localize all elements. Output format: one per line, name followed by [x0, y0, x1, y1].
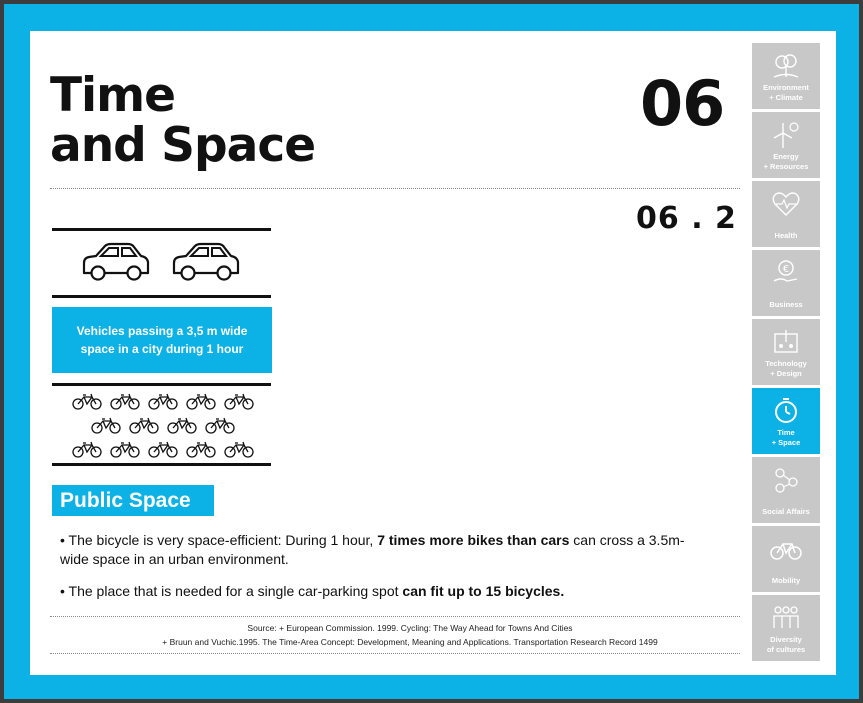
bicycle-icon: [148, 392, 178, 410]
road-line-middle: [52, 295, 271, 298]
sidebar-label-line-1: Business: [769, 300, 803, 309]
bike-row: [60, 437, 265, 461]
bullet-2-bold: can fit up to 15 bicycles.: [402, 583, 565, 599]
road-line-lower: [52, 383, 271, 386]
sidebar-item-energy[interactable]: [752, 112, 820, 178]
bicycle-icon: [224, 440, 254, 458]
sidebar-item-time-space[interactable]: [752, 388, 820, 454]
wind-turbine-icon: [771, 120, 801, 150]
divider-source-bottom: [50, 653, 740, 654]
source-line-1: Source: + European Commission. 1999. Cycling: The Way Ahead for Towns And Cities: [247, 623, 573, 633]
sidebar-item-business[interactable]: [752, 250, 820, 316]
sidebar-label-line-1: Social Affairs: [762, 507, 810, 516]
divider-top: [50, 188, 740, 189]
stopwatch-icon: [771, 396, 801, 426]
bicycle-icon: [770, 534, 802, 564]
title-line-1: Time: [50, 68, 176, 123]
bicycle-icon: [205, 416, 235, 434]
bicycle-icon: [72, 440, 102, 458]
sidebar-label-line-1: Energy: [773, 152, 799, 161]
bullet-1-suffix: can cross a 3.5m-wide space in an urban environment.: [60, 532, 685, 567]
sidebar-item-diversity[interactable]: [752, 595, 820, 661]
road-line-bottom: [52, 463, 271, 466]
sidebar-item-mobility[interactable]: [752, 526, 820, 592]
title-line-2: and Space: [50, 118, 316, 173]
bicycle-icon: [148, 440, 178, 458]
sidebar-label-line-1: Time: [777, 428, 795, 437]
road-line-top: [52, 228, 271, 231]
source-line-2: + Bruun and Vuchic.1995. The Time-Area Concept: Development, Meaning and Applications. Transportation Research Record 1499: [162, 637, 658, 647]
bicycle-icon: [167, 416, 197, 434]
bullet-2-text: • The place that is needed for a single car-parking spot: [60, 583, 403, 599]
car-icon: [170, 239, 242, 283]
people-network-icon: [771, 465, 801, 495]
euro-hand-icon: [771, 258, 801, 288]
vehicles-caption-line-1: Vehicles passing a 3,5 m wide: [76, 324, 248, 338]
divider-source-top: [50, 616, 740, 617]
sidebar-label-line-2: + Climate: [769, 93, 803, 102]
sidebar-label-line-2: of cultures: [766, 645, 806, 654]
sidebar-label-line-2: + Design: [770, 369, 802, 378]
sidebar-label-line-1: Environment: [763, 83, 809, 92]
bicycle-icon: [186, 440, 216, 458]
bike-row: [60, 389, 265, 413]
bicycle-icon: [129, 416, 159, 434]
topic-sidebar: [752, 43, 820, 664]
sidebar-label-line-1: Diversity: [770, 635, 802, 644]
page-title: [50, 68, 316, 173]
sidebar-item-technology[interactable]: [752, 319, 820, 385]
sidebar-item-environment[interactable]: [752, 43, 820, 109]
sidebar-label-line-1: Technology: [765, 359, 807, 368]
svg-text:€: €: [782, 264, 790, 275]
car-icon: [80, 239, 152, 283]
content-page: [30, 31, 836, 675]
tree-icon: [771, 51, 801, 81]
bicycle-icon: [110, 392, 140, 410]
bullet-2: [60, 582, 700, 601]
sidebar-label-line-2: + Space: [771, 438, 801, 447]
bicycle-icon: [72, 392, 102, 410]
design-tools-icon: [771, 327, 801, 357]
subchapter-number: 06 . 2: [636, 201, 737, 236]
sidebar-label-line-1: Mobility: [771, 576, 801, 585]
bicycle-icon: [91, 416, 121, 434]
people-group-icon: [771, 603, 801, 633]
sidebar-label-line-2: + Resources: [763, 162, 809, 171]
bicycles-illustration: [60, 389, 265, 461]
bicycle-icon: [186, 392, 216, 410]
bicycle-icon: [224, 392, 254, 410]
page-frame: [4, 4, 859, 699]
bicycle-icon: [110, 440, 140, 458]
bike-row: [60, 413, 265, 437]
sidebar-label-line-1: Health: [774, 231, 798, 240]
heart-pulse-icon: [771, 189, 801, 219]
public-space-label: Public Space: [52, 485, 214, 516]
cars-illustration: [80, 239, 256, 288]
bullet-1: [60, 531, 700, 569]
vehicles-caption-line-2: space in a city during 1 hour: [80, 342, 244, 356]
vehicles-caption-box: [52, 307, 272, 373]
sidebar-item-health[interactable]: [752, 181, 820, 247]
chapter-number: 06: [640, 67, 725, 140]
sidebar-item-social-affairs[interactable]: [752, 457, 820, 523]
bullet-1-text: • The bicycle is very space-efficient: During 1 hour,: [60, 532, 378, 548]
bullet-1-bold: 7 times more bikes than cars: [377, 532, 570, 548]
